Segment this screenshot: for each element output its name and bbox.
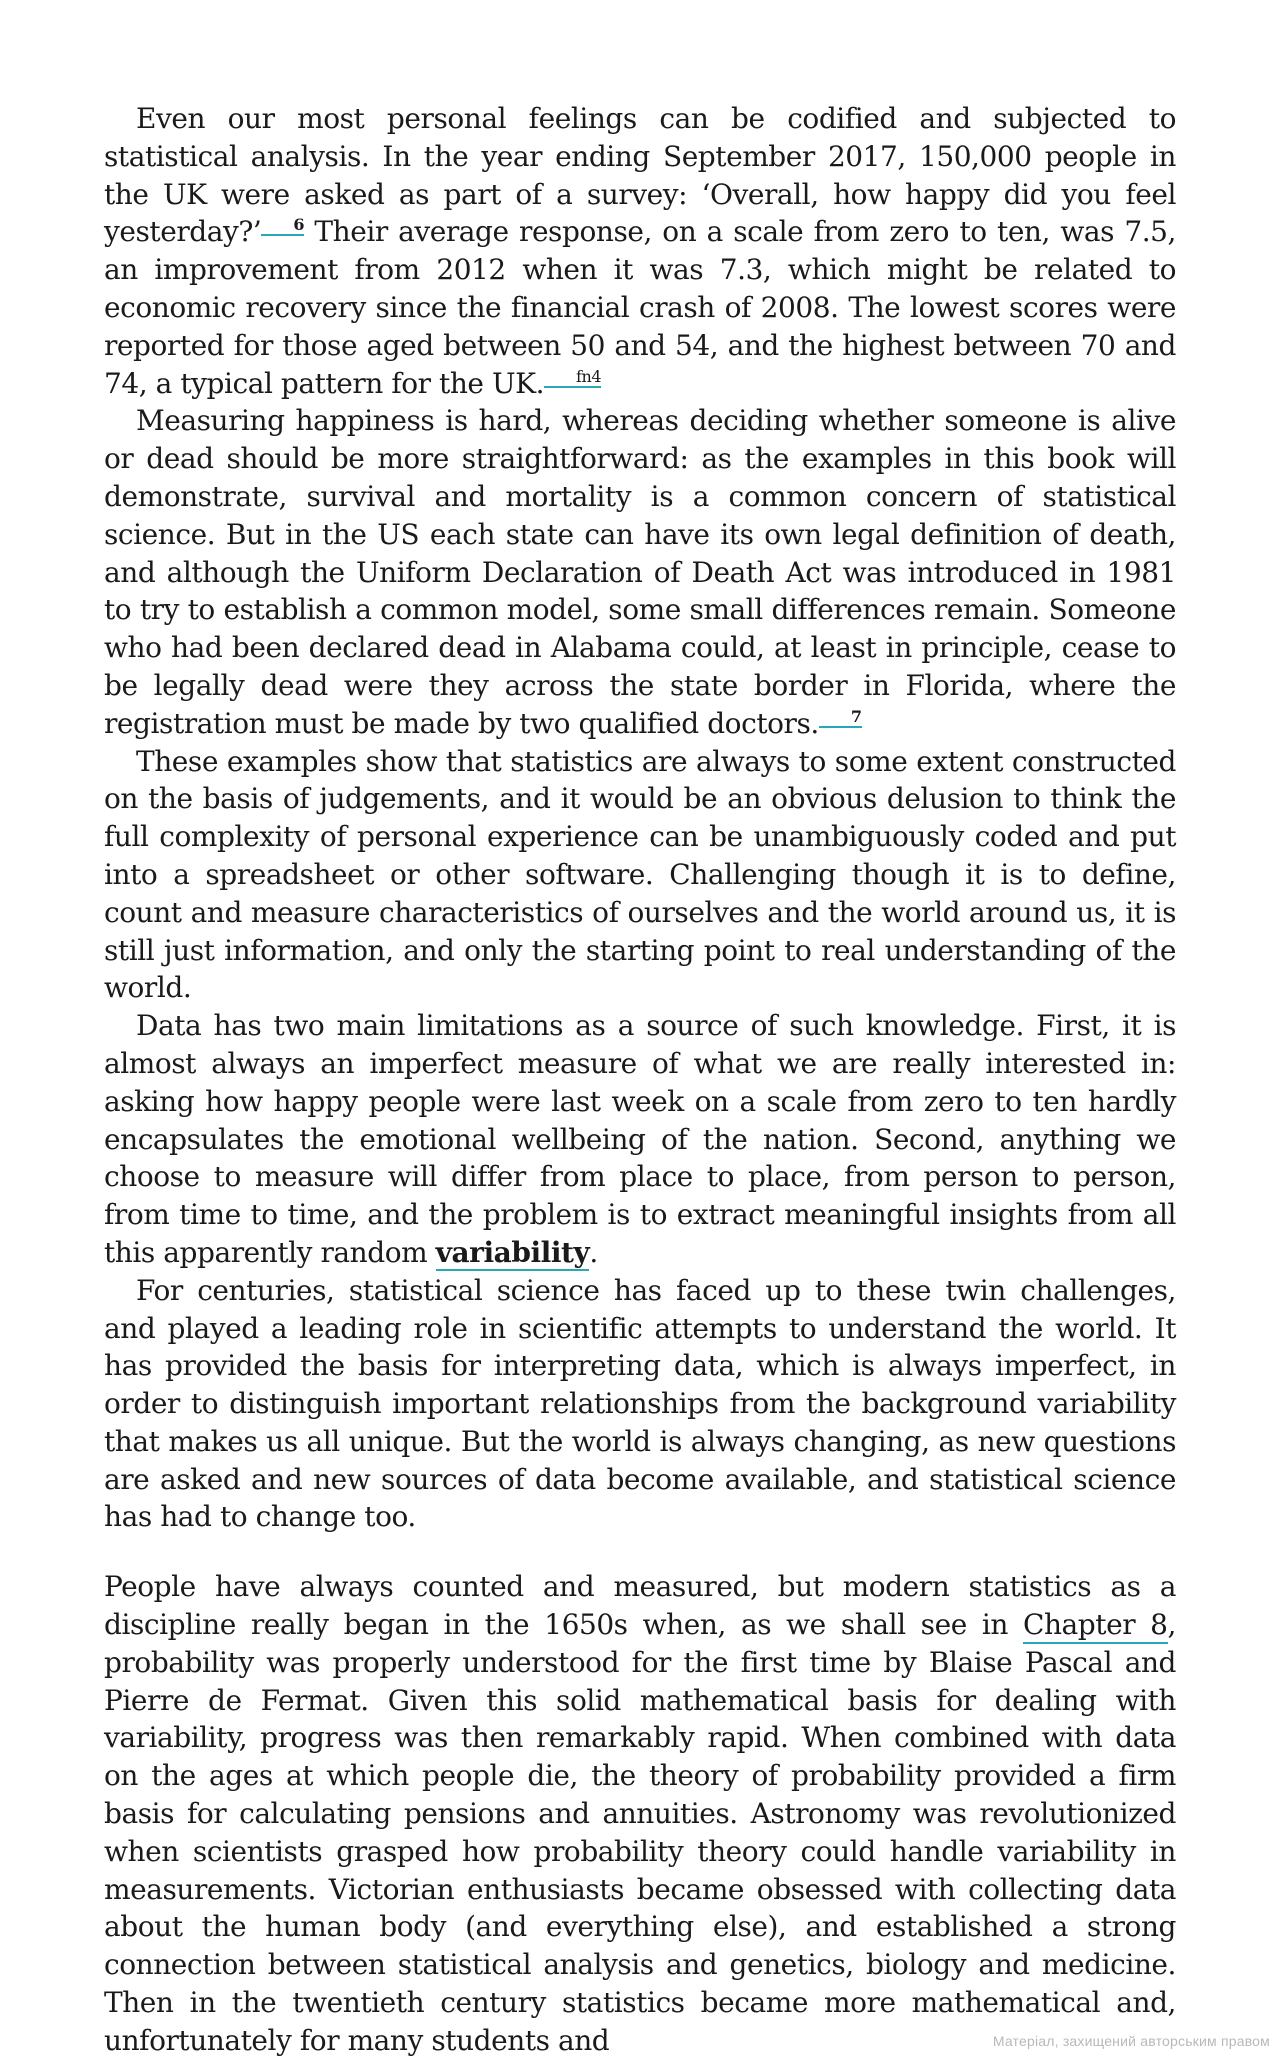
paragraph-judgements: These examples show that statistics are always to some extent constructed on the basis of judgements, and it would be an obvious delusion to think the full complexity of personal experience can be unambiguously coded and put into a spreadsheet or other software. Challenging though it is to define, count and measure characteristics of ourselves and the world around us, it is still just information, and only the starting point to real understanding of the world. bbox=[104, 744, 1176, 1005]
paragraph-text: People have always counted and measured, but modern statistics as a discipline really began in the 1650s when, as we shall see in bbox=[104, 1570, 1176, 1642]
section-break bbox=[104, 1536, 1176, 1568]
chapter-8-link[interactable]: Chapter 8 bbox=[1023, 1608, 1168, 1644]
paragraph-text: . bbox=[589, 1235, 598, 1269]
paragraph-text: Data has two main limitations as a source of such knowledge. First, it is almost always an imperfect measure of what we are really interested in: asking how happy people were last week on a scale from zero to ten hardly encapsulates the emotional wellbeing of the nation. Second, anything we choose to measure will differ from place to place, from person to person, from time to time, and the problem is to extract meaningful insights from all this apparently random bbox=[104, 1009, 1176, 1269]
book-page bbox=[104, 100, 1176, 2060]
paragraph-death bbox=[104, 402, 1176, 742]
footnote-ref-fn4[interactable]: fn4 bbox=[544, 367, 601, 386]
glossary-term-variability[interactable]: variability bbox=[435, 1235, 590, 1269]
paragraph-text: Even our most personal feelings can be codified and subjected to statistical analysis. In the year ending September 2017, 150,000 people in the UK were asked as part of a survey: ‘Overall, how happy did you feel yesterday?’ bbox=[104, 102, 1176, 249]
footnote-ref-6[interactable]: 6 bbox=[261, 215, 304, 234]
paragraph-history bbox=[104, 1568, 1176, 2059]
paragraph-text: Their average response, on a scale from zero to ten, was 7.5, an improvement from 2012 when it was 7.3, which might be related to economic recovery since the financial crash of 2008. The lowest scores were reported for those aged between 50 and 54, and the highest between 70 and 74, a typical pattern for the UK. bbox=[104, 215, 1176, 400]
paragraph-text: , probability was properly understood for the first time by Blaise Pascal and Pierre de Fermat. Given this solid mathematical basis for dealing with variability, progress was then remarkably rapid. When combined with data on the ages at which people die, the theory of probability provided a firm basis for calculating pensions and annuities. Astronomy was revolutionized when scientists grasped how probability theory could handle variability in measurements. Victorian enthusiasts became obsessed with collecting data about the human body (and everything else), and established a strong connection between statistical analysis and genetics, biology and medicine. Then in the twentieth century statistics became more mathematical and, unfortunately for many students and bbox=[104, 1608, 1176, 2057]
paragraph-challenges: For centuries, statistical science has faced up to these twin challenges, and played a leading role in scientific attempts to understand the world. It has provided the basis for interpreting data, which is always imperfect, in order to distinguish important relationships from the background variability that makes us all unique. But the world is always changing, as new questions are asked and new sources of data become available, and statistical science has had to change too. bbox=[104, 1273, 1176, 1534]
paragraph-limitations bbox=[104, 1007, 1176, 1272]
footnote-ref-7[interactable]: 7 bbox=[819, 707, 862, 726]
paragraph-happiness bbox=[104, 100, 1176, 402]
paragraph-text: Measuring happiness is hard, whereas deciding whether someone is alive or dead should be more straightforward: as the examples in this book will demonstrate, survival and mortality is a common concern of statistical science. But in the US each state can have its own legal definition of death, and although the Uniform Declaration of Death Act was introduced in 1981 to try to establish a common model, some small differences remain. Someone who had been declared dead in Alabama could, at least in principle, cease to be legally dead were they across the state border in Florida, where the registration must be made by two qualified doctors. bbox=[104, 404, 1176, 740]
copyright-watermark: Матеріал, захищений авторським правом bbox=[992, 2033, 1270, 2049]
